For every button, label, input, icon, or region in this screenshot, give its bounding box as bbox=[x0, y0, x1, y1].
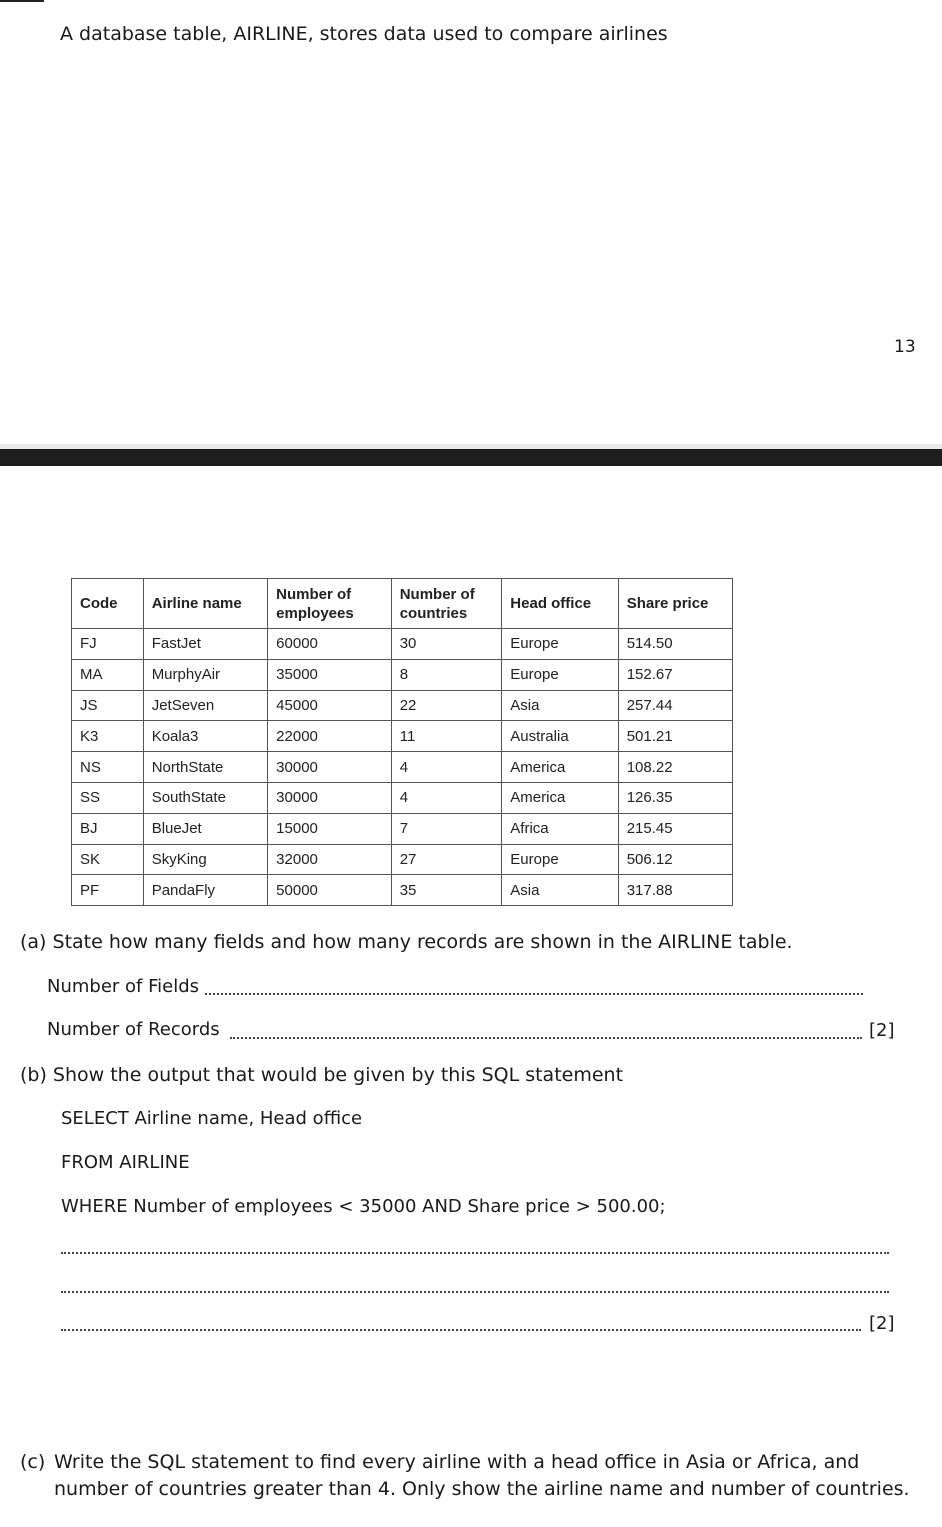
cell-share-price: 126.35 bbox=[618, 782, 732, 813]
marks-a: [2] bbox=[869, 1020, 895, 1041]
header-head-office: Head office bbox=[502, 579, 618, 629]
cell-employees: 30000 bbox=[268, 752, 392, 783]
header-airline-name: Airline name bbox=[143, 579, 267, 629]
cell-share-price: 317.88 bbox=[618, 875, 732, 906]
cell-share-price: 152.67 bbox=[618, 659, 732, 690]
output-answer-line-3[interactable] bbox=[61, 1329, 861, 1331]
records-answer-line[interactable] bbox=[230, 1037, 862, 1039]
cell-countries: 4 bbox=[391, 782, 502, 813]
cell-code: FJ bbox=[72, 629, 144, 660]
cell-code: JS bbox=[72, 690, 144, 721]
cell-head-office: Australia bbox=[502, 721, 618, 752]
table-row bbox=[72, 659, 733, 690]
cell-share-price: 506.12 bbox=[618, 844, 732, 875]
cell-code: SS bbox=[72, 782, 144, 813]
header-number-of-countries: Number of countries bbox=[391, 579, 502, 629]
question-c-label: (c) bbox=[20, 1451, 46, 1473]
cell-employees: 32000 bbox=[268, 844, 392, 875]
cell-countries: 7 bbox=[391, 813, 502, 844]
intro-text: A database table, AIRLINE, stores data used to compare airlines bbox=[60, 23, 668, 45]
cell-airline-name: JetSeven bbox=[143, 690, 267, 721]
table-row bbox=[72, 875, 733, 906]
cell-airline-name: BlueJet bbox=[143, 813, 267, 844]
cell-airline-name: SouthState bbox=[143, 782, 267, 813]
cell-countries: 35 bbox=[391, 875, 502, 906]
cell-employees: 22000 bbox=[268, 721, 392, 752]
cell-employees: 45000 bbox=[268, 690, 392, 721]
question-a: (a) State how many fields and how many records are shown in the AIRLINE table. bbox=[20, 931, 793, 953]
cell-share-price: 514.50 bbox=[618, 629, 732, 660]
table-row bbox=[72, 844, 733, 875]
marks-b: [2] bbox=[869, 1313, 895, 1334]
table-row bbox=[72, 721, 733, 752]
table-row bbox=[72, 813, 733, 844]
cell-airline-name: FastJet bbox=[143, 629, 267, 660]
table-body bbox=[72, 629, 733, 906]
question-c-text: Write the SQL statement to find every airline with a head office in Asia or Africa, and number of countries greater than 4. Only show the airline name and number of countries. bbox=[54, 1451, 910, 1500]
table-row bbox=[72, 690, 733, 721]
top-rule bbox=[0, 0, 44, 2]
page-divider bbox=[0, 449, 942, 466]
cell-head-office: Africa bbox=[502, 813, 618, 844]
table-header-row bbox=[72, 579, 733, 629]
cell-head-office: Asia bbox=[502, 875, 618, 906]
cell-airline-name: SkyKing bbox=[143, 844, 267, 875]
cell-share-price: 215.45 bbox=[618, 813, 732, 844]
output-answer-line-2[interactable] bbox=[61, 1291, 889, 1293]
cell-head-office: America bbox=[502, 782, 618, 813]
cell-share-price: 257.44 bbox=[618, 690, 732, 721]
records-label: Number of Records bbox=[47, 1019, 220, 1040]
cell-countries: 22 bbox=[391, 690, 502, 721]
table-row bbox=[72, 782, 733, 813]
cell-employees: 50000 bbox=[268, 875, 392, 906]
table-row bbox=[72, 629, 733, 660]
page-number: 13 bbox=[894, 337, 916, 357]
cell-airline-name: Koala3 bbox=[143, 721, 267, 752]
cell-head-office: Europe bbox=[502, 629, 618, 660]
cell-countries: 30 bbox=[391, 629, 502, 660]
airline-table bbox=[71, 578, 733, 906]
cell-employees: 30000 bbox=[268, 782, 392, 813]
sql-select-line: SELECT Airline name, Head office bbox=[61, 1108, 363, 1129]
cell-code: SK bbox=[72, 844, 144, 875]
question-c bbox=[20, 1449, 925, 1503]
cell-countries: 8 bbox=[391, 659, 502, 690]
question-b: (b) Show the output that would be given by this SQL statement bbox=[20, 1064, 624, 1086]
fields-answer-line[interactable] bbox=[205, 993, 863, 995]
cell-head-office: Europe bbox=[502, 844, 618, 875]
cell-head-office: Europe bbox=[502, 659, 618, 690]
cell-countries: 11 bbox=[391, 721, 502, 752]
cell-code: BJ bbox=[72, 813, 144, 844]
cell-head-office: America bbox=[502, 752, 618, 783]
header-number-of-employees: Number of employees bbox=[268, 579, 392, 629]
sql-from-line: FROM AIRLINE bbox=[61, 1152, 190, 1173]
sql-where-line: WHERE Number of employees < 35000 AND Share price > 500.00; bbox=[61, 1196, 666, 1217]
cell-airline-name: MurphyAir bbox=[143, 659, 267, 690]
cell-airline-name: NorthState bbox=[143, 752, 267, 783]
cell-airline-name: PandaFly bbox=[143, 875, 267, 906]
cell-employees: 60000 bbox=[268, 629, 392, 660]
output-answer-line-1[interactable] bbox=[61, 1252, 889, 1254]
cell-countries: 4 bbox=[391, 752, 502, 783]
cell-share-price: 501.21 bbox=[618, 721, 732, 752]
header-share-price: Share price bbox=[618, 579, 732, 629]
fields-label: Number of Fields bbox=[47, 976, 200, 997]
table-row bbox=[72, 752, 733, 783]
cell-employees: 15000 bbox=[268, 813, 392, 844]
cell-countries: 27 bbox=[391, 844, 502, 875]
cell-head-office: Asia bbox=[502, 690, 618, 721]
header-code: Code bbox=[72, 579, 144, 629]
cell-code: NS bbox=[72, 752, 144, 783]
cell-code: MA bbox=[72, 659, 144, 690]
cell-code: PF bbox=[72, 875, 144, 906]
cell-share-price: 108.22 bbox=[618, 752, 732, 783]
cell-code: K3 bbox=[72, 721, 144, 752]
cell-employees: 35000 bbox=[268, 659, 392, 690]
